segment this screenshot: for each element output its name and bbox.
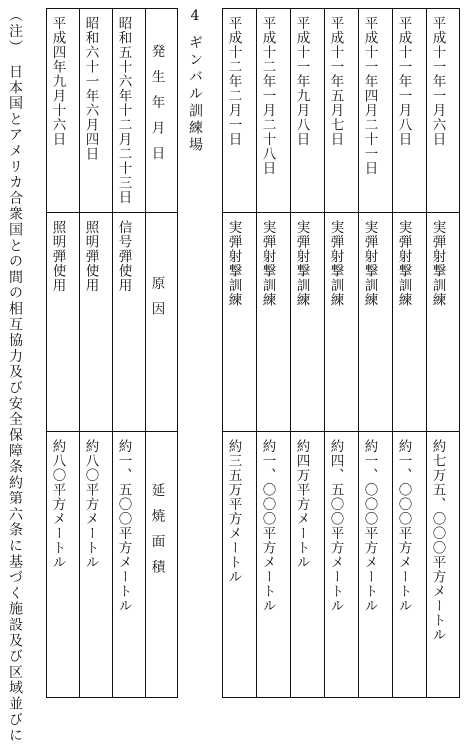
row-cause: 実弾射撃訓練 [395,220,412,307]
section-title: ギンバル訓練場 [187,35,203,154]
row-date: 平成十一年一月八日 [395,16,412,147]
row-area: 約四、五〇〇平方メートル [327,439,344,613]
row-cause: 実弾射撃訓練 [225,220,242,307]
row-date: 昭和六十一年六月四日 [82,16,99,161]
row-area: 約一、〇〇〇平方メートル [395,439,412,613]
row-cause: 照明弾使用 [49,220,66,293]
row-area: 約一、〇〇〇平方メートル [259,439,276,613]
header-area: 延焼面積 [148,483,165,585]
row-cause: 実弾射撃訓練 [429,220,446,307]
header-cause: 原因 [148,276,165,327]
row-area: 約一、〇〇〇平方メートル [361,439,378,613]
row-area: 約四万平方メートル [293,439,310,570]
row-date: 平成十一年五月七日 [327,16,344,147]
row-area: 約八〇平方メートル [49,439,66,570]
row-date: 平成四年九月十六日 [49,16,66,147]
row-date: 平成十一年一月六日 [429,16,446,147]
header-date: 発生年月日 [148,44,165,172]
row-cause: 実弾射撃訓練 [327,220,344,307]
row-area: 約七万五、〇〇〇平方メートル [429,439,446,642]
row-area: 約一、五〇〇平方メートル [115,439,132,613]
row-date: 昭和五十六年十二月二十三日 [115,16,132,205]
row-cause: 実弾射撃訓練 [259,220,276,307]
row-cause: 実弾射撃訓練 [293,220,310,307]
footnote: （注） 日本国とアメリカ合衆国との間の相互協力及び安全保障条約第六条に基づく施設及び区域並びに [7,8,23,744]
row-date: 平成十一年九月八日 [293,16,310,147]
row-date: 平成十一年四月二十一日 [361,16,378,176]
section-number: 4 [187,8,203,27]
row-area: 約三五万平方メートル [225,439,242,584]
row-date: 平成十二年一月二十八日 [259,16,276,176]
row-area: 約八〇平方メートル [82,439,99,570]
gimbal-incident-table [46,8,178,698]
row-cause: 照明弾使用 [82,220,99,293]
row-cause: 信号弾使用 [115,220,132,293]
incident-table-continued [222,8,460,698]
row-date: 平成十二年二月一日 [225,16,242,147]
section-heading [188,8,202,154]
row-cause: 実弾射撃訓練 [361,220,378,307]
